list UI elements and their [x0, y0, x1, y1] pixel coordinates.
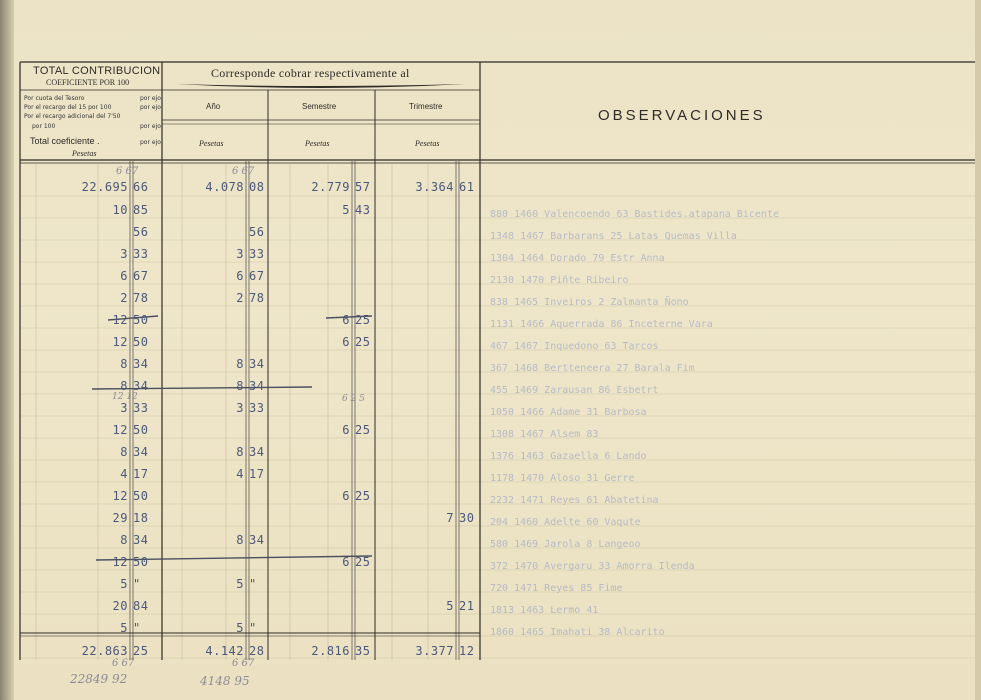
recargo-15-label: Por el recargo del 15 por 100	[24, 104, 112, 111]
entry-row-8-total-centimos: 34	[133, 357, 149, 371]
observaciones-title: OBSERVACIONES	[598, 107, 766, 124]
top-row-ano-pesetas: 4.078	[205, 180, 244, 194]
cuota-tesoro-label: Por cuota del Tesoro	[24, 95, 85, 102]
entry-row-20-total-centimos: "	[133, 621, 141, 635]
entry-row-12-ano-centimos: 34	[249, 445, 265, 459]
ghost-entry: 1348 1467 Barbarans 25 Latas Quemas Villa	[490, 231, 737, 242]
entry-row-19-total-pesetas: 20	[112, 599, 128, 613]
top-row-tri-centimos: 61	[459, 180, 475, 194]
entry-row-7-total-pesetas: 12	[112, 335, 128, 349]
entry-row-14-sem-pesetas: 6	[342, 489, 350, 503]
entry-row-18-total-pesetas: 5	[120, 577, 128, 591]
entry-row-6-total-pesetas: 12	[112, 313, 128, 327]
entry-row-15-total-centimos: 18	[133, 511, 149, 525]
entry-row-9-total-centimos: 34	[133, 379, 149, 393]
entry-row-16-total-centimos: 34	[133, 533, 149, 547]
bottom-row-tri-centimos: 12	[459, 644, 475, 658]
entry-row-13-total-pesetas: 4	[120, 467, 128, 481]
entry-row-12-total-pesetas: 8	[120, 445, 128, 459]
trimestre-column-header: Trimestre	[409, 102, 443, 111]
entry-row-19-tri-pesetas: 5	[446, 599, 454, 613]
entry-row-2-total-centimos: 56	[133, 225, 149, 239]
top-row-ano-centimos: 08	[249, 180, 265, 194]
entry-row-5-total-centimos: 78	[133, 291, 149, 305]
ghost-entry: 455 1469 Zarausan 86 Esbetrt	[490, 385, 659, 396]
pencil-bottom-ano: 6 67	[232, 658, 255, 669]
entry-row-19-tri-centimos: 21	[459, 599, 475, 613]
ghost-entry: 367 1468 Bertteneera 27 Barala Fim	[490, 363, 695, 374]
entry-row-10-total-pesetas: 3	[120, 401, 128, 415]
top-row-total-centimos: 66	[133, 180, 149, 194]
top-row-sem-centimos: 57	[355, 180, 371, 194]
entry-row-11-total-centimos: 50	[133, 423, 149, 437]
entry-row-14-total-pesetas: 12	[112, 489, 128, 503]
entry-row-18-ano-centimos: "	[249, 577, 257, 591]
entry-row-19-total-centimos: 84	[133, 599, 149, 613]
ghost-entry: 1131 1466 Aquerrada 86 Inceterne Vara	[490, 319, 713, 330]
trimestre-pesetas-label: Pesetas	[415, 139, 440, 148]
entry-row-3-ano-pesetas: 3	[236, 247, 244, 261]
ghost-entry: 2130 1470 Piñte Ribeiro	[490, 275, 629, 286]
entry-row-4-total-centimos: 67	[133, 269, 149, 283]
entry-row-7-total-centimos: 50	[133, 335, 149, 349]
pencil-row9-sem: 6 2 5	[342, 394, 365, 404]
recargo-15-unit: por ejo	[140, 104, 161, 111]
entry-row-16-ano-pesetas: 8	[236, 533, 244, 547]
semestre-column-header: Semestre	[302, 102, 337, 111]
ghost-entry: 2232 1471 Reyes 61 Abatetina	[490, 495, 659, 506]
entry-row-20-ano-centimos: "	[249, 621, 257, 635]
entry-row-11-total-pesetas: 12	[112, 423, 128, 437]
pencil-top-ano: 6 67	[232, 166, 255, 177]
entry-row-15-tri-pesetas: 7	[446, 511, 454, 525]
entry-row-6-sem-centimos: 25	[355, 313, 371, 327]
entry-row-17-sem-pesetas: 6	[342, 555, 350, 569]
recargo-7-label: Por el recargo adicional del 7'50	[24, 113, 121, 120]
ghost-entry: 1860 1465 Imahati 38 Alcarito	[490, 627, 665, 638]
pencil-bottom-total-sum: 22849 92	[70, 672, 128, 686]
entry-row-5-ano-centimos: 78	[249, 291, 265, 305]
ghost-entry: 372 1470 Avergaru 33 Amorra Ilenda	[490, 561, 695, 572]
entry-row-12-ano-pesetas: 8	[236, 445, 244, 459]
ano-column-header: Año	[206, 102, 221, 111]
bottom-row-ano-centimos: 28	[249, 644, 265, 658]
top-row-total-pesetas: 22.695	[81, 180, 128, 194]
coeficiente-label: COEFICIENTE POR 100	[46, 78, 130, 87]
bottom-row-ano-pesetas: 4.142	[205, 644, 244, 658]
entry-row-4-total-pesetas: 6	[120, 269, 128, 283]
entry-row-13-total-centimos: 17	[133, 467, 149, 481]
entry-row-18-total-centimos: "	[133, 577, 141, 591]
recargo-7-unit: por ejo	[140, 123, 161, 130]
entry-row-20-ano-pesetas: 5	[236, 621, 244, 635]
entry-row-8-ano-centimos: 34	[249, 357, 265, 371]
entry-row-16-ano-centimos: 34	[249, 533, 265, 547]
entry-row-4-ano-centimos: 67	[249, 269, 265, 283]
entry-row-15-total-pesetas: 29	[112, 511, 128, 525]
entry-row-17-total-centimos: 50	[133, 555, 149, 569]
entry-row-16-total-pesetas: 8	[120, 533, 128, 547]
entry-row-3-ano-centimos: 33	[249, 247, 265, 261]
entry-row-11-sem-centimos: 25	[355, 423, 371, 437]
ghost-entry: 1304 1464 Dorado 79 Estr Anna	[490, 253, 665, 264]
total-coeficiente-label: Total coeficiente .	[30, 136, 100, 146]
ghost-entry: 720 1471 Reyes 85 Fime	[490, 583, 623, 594]
ghost-entry: 580 1469 Jarola 8 Langeoo	[490, 539, 641, 550]
entry-row-5-total-pesetas: 2	[120, 291, 128, 305]
entry-row-13-ano-pesetas: 4	[236, 467, 244, 481]
ghost-entry: 1813 1463 Lermo 41	[490, 605, 599, 616]
ghost-entry: 1178 1470 Aloso 31 Gerre	[490, 473, 635, 484]
ghost-entry: 467 1467 Inquedono 63 Tarcos	[490, 341, 659, 352]
top-row-tri-pesetas: 3.364	[415, 180, 454, 194]
cuota-tesoro-unit: por ejo	[140, 95, 161, 102]
ghost-entry: 880 1460 Valencoendo 63 Bastides.atapana Bicente	[490, 209, 779, 220]
ghost-entry: 1376 1463 Gazaella 6 Lando	[490, 451, 647, 462]
bottom-row-total-pesetas: 22.863	[81, 644, 128, 658]
bottom-row-sem-centimos: 35	[355, 644, 371, 658]
top-row-sem-pesetas: 2.779	[311, 180, 350, 194]
entry-row-8-total-pesetas: 8	[120, 357, 128, 371]
entry-row-9-total-pesetas: 8	[120, 379, 128, 393]
entry-row-6-sem-pesetas: 6	[342, 313, 350, 327]
entry-row-7-sem-centimos: 25	[355, 335, 371, 349]
header-flourish	[176, 84, 466, 88]
entry-row-13-ano-centimos: 17	[249, 467, 265, 481]
bottom-row-sem-pesetas: 2.816	[311, 644, 350, 658]
total-coeficiente-unit: por ejo	[140, 139, 161, 146]
entry-row-5-ano-pesetas: 2	[236, 291, 244, 305]
semestre-pesetas-label: Pesetas	[305, 139, 330, 148]
entry-row-1-sem-centimos: 43	[355, 203, 371, 217]
total-pesetas-label: Pesetas	[72, 149, 97, 158]
entry-row-9-ano-centimos: 34	[249, 379, 265, 393]
entry-row-10-ano-pesetas: 3	[236, 401, 244, 415]
ghost-entry: 204 1460 Adelte 60 Vaqute	[490, 517, 641, 528]
entry-row-2-ano-centimos: 56	[249, 225, 265, 239]
entry-row-17-sem-centimos: 25	[355, 555, 371, 569]
entry-row-14-sem-centimos: 25	[355, 489, 371, 503]
entry-row-3-total-centimos: 33	[133, 247, 149, 261]
entry-row-18-ano-pesetas: 5	[236, 577, 244, 591]
entry-row-12-total-centimos: 34	[133, 445, 149, 459]
ghost-entry: 1050 1466 Adame 31 Barbosa	[490, 407, 647, 418]
entry-row-15-tri-centimos: 30	[459, 511, 475, 525]
entry-row-7-sem-pesetas: 6	[342, 335, 350, 349]
total-contribucion-title: TOTAL CONTRIBUCION	[33, 65, 161, 77]
entry-row-14-total-centimos: 50	[133, 489, 149, 503]
entry-row-11-sem-pesetas: 6	[342, 423, 350, 437]
entry-row-10-total-centimos: 33	[133, 401, 149, 415]
entry-row-20-total-pesetas: 5	[120, 621, 128, 635]
ghost-entry: 838 1465 Inveiros 2 Zalmanta Ñono	[490, 297, 689, 308]
entry-row-8-ano-pesetas: 8	[236, 357, 244, 371]
entry-row-9-ano-pesetas: 8	[236, 379, 244, 393]
entry-row-1-total-centimos: 85	[133, 203, 149, 217]
pencil-bottom-total: 6 67	[112, 658, 135, 669]
recargo-7-por-label: por 100	[32, 123, 56, 130]
entry-row-1-total-pesetas: 10	[112, 203, 128, 217]
ghost-entry: 1308 1467 Alsem 83	[490, 429, 599, 440]
ano-pesetas-label: Pesetas	[199, 139, 224, 148]
bottom-row-total-centimos: 25	[133, 644, 149, 658]
pencil-bottom-ano-sum: 4148 95	[200, 674, 250, 688]
corresponde-cobrar-title: Corresponde cobrar respectivamente al	[211, 66, 410, 80]
entry-row-4-ano-pesetas: 6	[236, 269, 244, 283]
entry-row-6-total-centimos: 50	[133, 313, 149, 327]
pencil-row9-total: 12 12	[112, 392, 138, 402]
entry-row-17-total-pesetas: 12	[112, 555, 128, 569]
bottom-row-tri-pesetas: 3.377	[415, 644, 454, 658]
pencil-top-total: 6 67	[116, 166, 139, 177]
entry-row-10-ano-centimos: 33	[249, 401, 265, 415]
entry-row-3-total-pesetas: 3	[120, 247, 128, 261]
entry-row-1-sem-pesetas: 5	[342, 203, 350, 217]
